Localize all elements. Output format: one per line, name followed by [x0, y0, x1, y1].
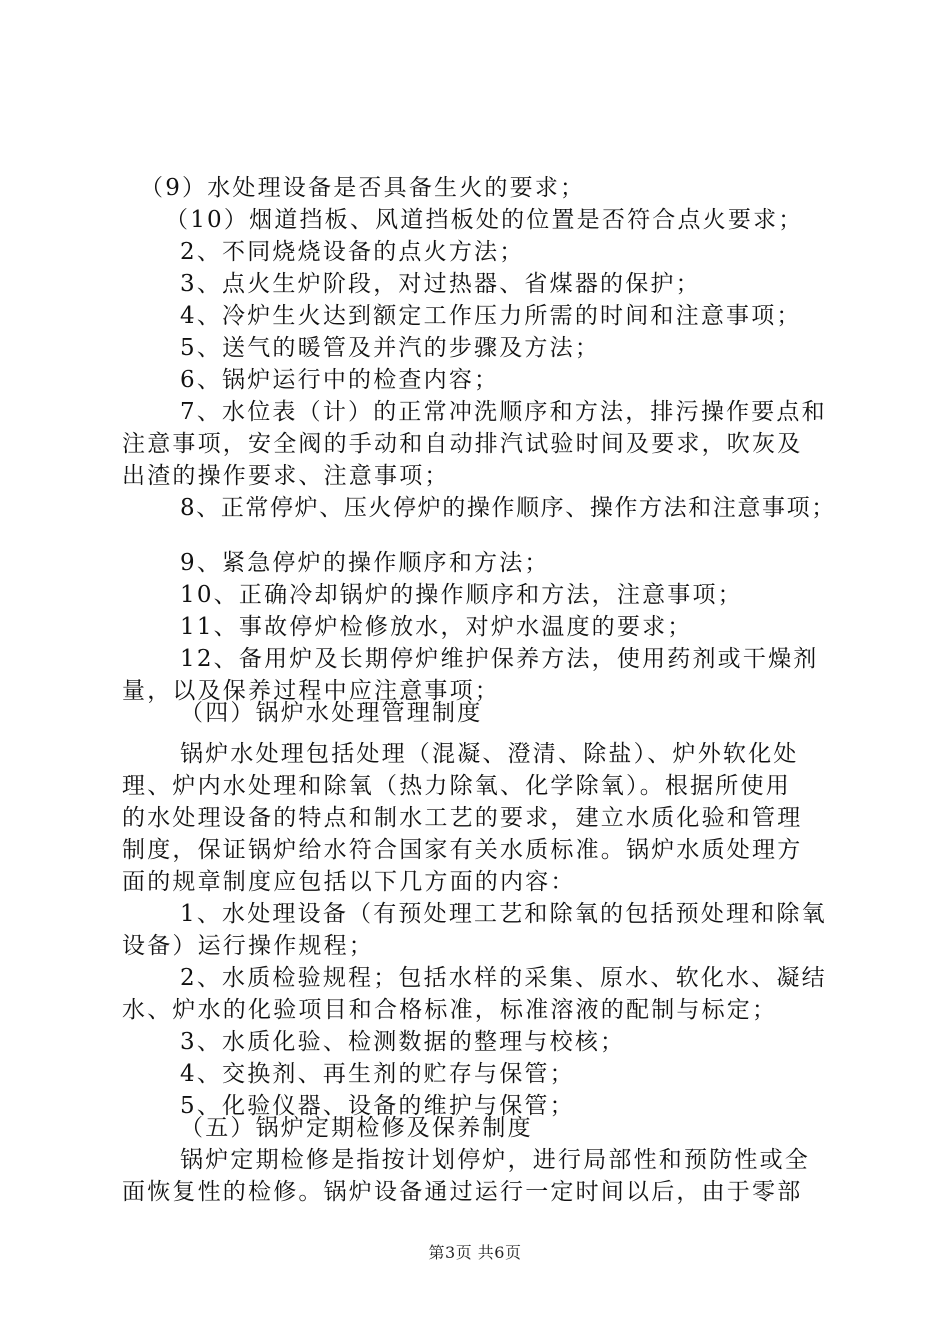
text-line: 4、冷炉生火达到额定工作压力所需的时间和注意事项； [180, 303, 802, 329]
section-heading: （四）锅炉水处理管理制度 [180, 700, 483, 726]
text-line: 水、炉水的化验项目和合格标准，标准溶液的配制与标定； [122, 997, 778, 1023]
text-line: 4、交换剂、再生剂的贮存与保管； [180, 1061, 575, 1087]
text-line: 出渣的操作要求、注意事项； [122, 463, 450, 489]
text-line: 9、紧急停炉的操作顺序和方法； [180, 550, 550, 576]
text-line: 面的规章制度应包括以下几方面的内容： [122, 869, 576, 895]
text-line: （10）烟道挡板、风道挡板处的位置是否符合点火要求； [165, 207, 804, 233]
text-line: 2、水质检验规程；包括水样的采集、原水、软化水、凝结 [180, 965, 827, 991]
text-line: 注意事项，安全阀的手动和自动排汽试验时间及要求，吹灰及 [122, 431, 803, 457]
text-line: 12、备用炉及长期停炉维护保养方法，使用药剂或干燥剂 [180, 646, 819, 672]
text-line: 锅炉水处理包括处理（混凝、澄清、除盐）、炉外软化处 [180, 741, 799, 767]
text-line: 1、水处理设备（有预处理工艺和除氧的包括预处理和除氧 [180, 901, 827, 927]
text-line: 锅炉定期检修是指按计划停炉，进行局部性和预防性或全 [180, 1147, 810, 1173]
text-line: 量，以及保养过程中应注意事项； [122, 678, 500, 704]
text-line: 3、点火生炉阶段，对过热器、省煤器的保护； [180, 271, 701, 297]
text-line: 10、正确冷却锅炉的操作顺序和方法，注意事项； [180, 582, 743, 608]
page-number-footer: 第3页 共6页 [428, 1243, 522, 1262]
text-line: 5、化验仪器、设备的维护与保管； [180, 1093, 575, 1119]
text-line: 2、不同烧烧设备的点火方法； [180, 239, 525, 265]
text-line: （9）水处理设备是否具备生火的要求； [140, 175, 586, 201]
text-line: 3、水质化验、检测数据的整理与校核； [180, 1029, 626, 1055]
text-line: 设备）运行操作规程； [122, 933, 374, 959]
text-line: 8、正常停炉、压火停炉的操作顺序、操作方法和注意事项； [180, 495, 836, 521]
text-line: 5、送气的暖管及并汽的步骤及方法； [180, 335, 601, 361]
section-heading: （五）锅炉定期检修及保养制度 [180, 1115, 533, 1141]
text-line: 7、水位表（计）的正常冲洗顺序和方法，排污操作要点和 [180, 399, 827, 425]
text-line: 11、事故停炉检修放水，对炉水温度的要求； [180, 614, 693, 640]
text-line: 的水处理设备的特点和制水工艺的要求，建立水质化验和管理 [122, 805, 803, 831]
text-line: 制度，保证锅炉给水符合国家有关水质标准。锅炉水质处理方 [122, 837, 803, 863]
text-line: 面恢复性的检修。锅炉设备通过运行一定时间以后，由于零部 [122, 1179, 803, 1205]
text-line: 理、炉内水处理和除氧（热力除氧、化学除氧）。根据所使用 [122, 773, 791, 799]
text-line: 6、锅炉运行中的检查内容； [180, 367, 500, 393]
